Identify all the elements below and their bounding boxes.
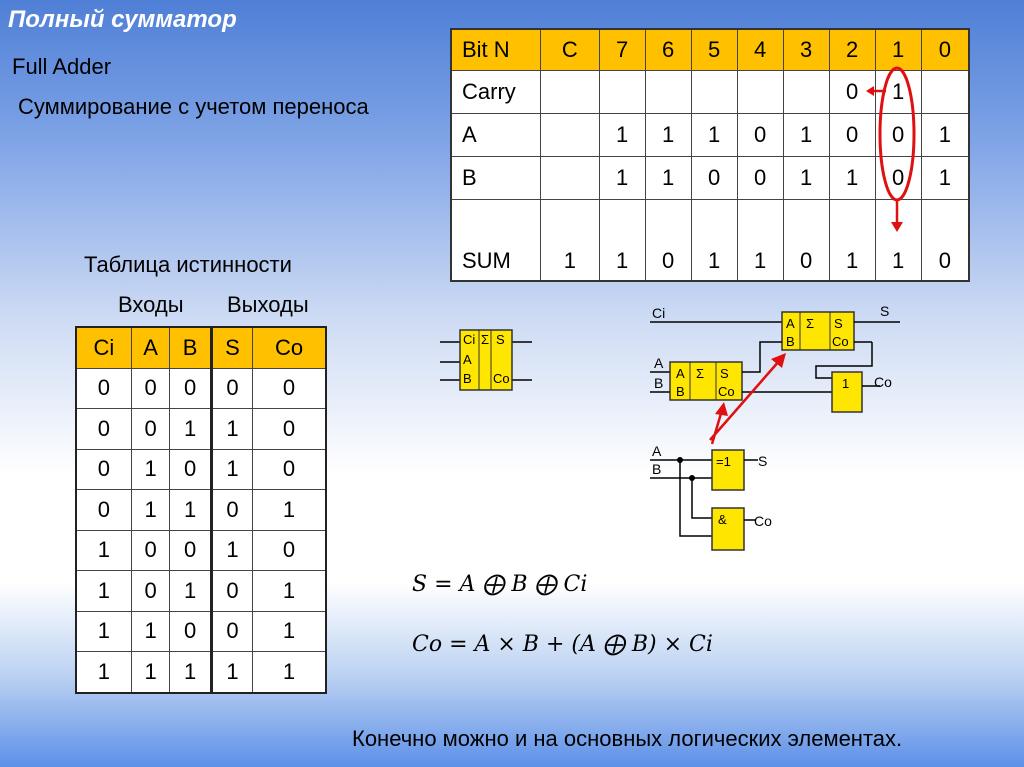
svg-text:Co: Co (832, 334, 849, 349)
bit-table-cell: 0 (783, 200, 829, 282)
bit-table-cell: 0 (645, 200, 691, 282)
truth-table-cell: 0 (211, 368, 252, 409)
page-title: Полный сумматор (8, 6, 237, 33)
svg-text:B: B (786, 334, 795, 349)
symbol-sigma: Σ (481, 332, 490, 347)
circuit-s-output: S (880, 303, 890, 319)
truth-table-cell: 0 (253, 449, 326, 490)
truth-table-cell: 1 (253, 571, 326, 612)
truth-table-row (76, 571, 326, 612)
bit-table-cell: 1 (541, 200, 600, 282)
svg-text:1: 1 (842, 376, 850, 391)
bit-table-cell: 4 (737, 29, 783, 71)
carry-formula: Co = A × B + (A ⨁ B) × Ci (412, 632, 713, 657)
svg-text:S: S (834, 316, 843, 331)
truth-table-cell: 1 (170, 652, 211, 693)
bit-table-cell: 1 (875, 200, 921, 282)
inputs-label: Входы (118, 292, 184, 317)
bit-table-row-label: Carry (451, 71, 541, 114)
truth-table-cell: 1 (131, 652, 170, 693)
carry-left-arrowhead (866, 86, 874, 96)
bit-table-cell: 0 (921, 29, 969, 71)
truth-table-cell: 1 (211, 449, 252, 490)
symbol-s-pin: S (496, 332, 505, 347)
symbol-b-pin: B (463, 371, 472, 386)
bit-table-cell: 1 (645, 157, 691, 200)
bit-table-cell: 1 (921, 114, 969, 157)
half-adder-s-output: S (758, 453, 768, 469)
and-gate (712, 508, 744, 550)
bit-table-cell: 1 (829, 200, 875, 282)
bit-table-cell: 0 (737, 157, 783, 200)
bit-table-cell: 1 (599, 200, 645, 282)
bit-table-row-label: Bit N (451, 29, 541, 71)
truth-table-cell: 1 (211, 530, 252, 571)
sum-formula: S = A ⨁ B ⨁ Ci (412, 572, 588, 597)
bit-table-cell: 0 (829, 114, 875, 157)
truth-table-cell: Ci (76, 327, 131, 368)
truth-table-cell: 0 (76, 368, 131, 409)
bit1-column-highlight (880, 68, 914, 200)
truth-table-cell: 0 (76, 490, 131, 531)
bit-table-cell: 1 (599, 114, 645, 157)
symbol-co-pin: Co (493, 371, 510, 386)
bit-table-cell: 1 (829, 157, 875, 200)
subtitle-russian: Суммирование с учетом переноса (18, 94, 369, 119)
svg-text:A: A (654, 355, 664, 371)
outputs-label: Выходы (227, 292, 309, 317)
bit-table-cell: C (541, 29, 600, 71)
truth-table-cell: 0 (170, 611, 211, 652)
bit-table-cell: 6 (645, 29, 691, 71)
truth-table-cell: 1 (253, 652, 326, 693)
bit-table-cell: 5 (691, 29, 737, 71)
truth-table-cell: 1 (211, 409, 252, 450)
svg-text:B: B (676, 384, 685, 399)
truth-table-row (76, 611, 326, 652)
bit-table-cell: 1 (691, 200, 737, 282)
truth-table-cell: 1 (76, 652, 131, 693)
sum-down-arrowhead (891, 222, 903, 232)
truth-table-cell: 0 (211, 571, 252, 612)
symbol-ci-pin: Ci (463, 332, 476, 347)
truth-table-cell: 0 (76, 449, 131, 490)
truth-table-cell: 1 (253, 490, 326, 531)
svg-text:Co: Co (718, 384, 735, 399)
bit-table-cell: 0 (921, 200, 969, 282)
bit-table-cell: 1 (875, 29, 921, 71)
full-adder-circuit (640, 296, 1024, 566)
bit-table-cell: 0 (829, 71, 875, 114)
bit-table-cell: 1 (691, 114, 737, 157)
bit-table-row-label: SUM (451, 200, 541, 282)
truth-table-caption: Таблица истинности (84, 252, 292, 277)
truth-table-cell: 0 (211, 490, 252, 531)
truth-table-cell: 1 (76, 571, 131, 612)
truth-table-cell: A (131, 327, 170, 368)
bit-table-cell: 1 (783, 114, 829, 157)
svg-text:A: A (652, 443, 662, 459)
truth-table-row (76, 530, 326, 571)
svg-text:=1: =1 (716, 454, 731, 469)
bit-table-cell: 0 (691, 157, 737, 200)
bit-table-cell: 1 (737, 200, 783, 282)
bit-table-cell: 1 (921, 157, 969, 200)
truth-table-row (76, 490, 326, 531)
bit-table-cell: 1 (645, 114, 691, 157)
subtitle-english: Full Adder (12, 54, 112, 79)
svg-text:A: A (786, 316, 795, 331)
truth-table-cell: 1 (170, 571, 211, 612)
bit-table-cell: 1 (875, 71, 921, 114)
svg-text:B: B (652, 461, 662, 477)
truth-table-row (76, 652, 326, 693)
truth-table-cell: 1 (76, 611, 131, 652)
truth-table-row (76, 409, 326, 450)
svg-text:Σ: Σ (696, 366, 705, 381)
truth-table-cell: 0 (170, 530, 211, 571)
truth-table-cell: 0 (253, 409, 326, 450)
truth-table-cell: 1 (131, 490, 170, 531)
truth-table-cell: 0 (253, 530, 326, 571)
truth-table-cell: 0 (170, 449, 211, 490)
symbol-a-pin: A (463, 352, 472, 367)
svg-text:B: B (654, 375, 664, 391)
bit-table-cell: 2 (829, 29, 875, 71)
truth-table-cell: 1 (76, 530, 131, 571)
truth-table-cell: B (170, 327, 211, 368)
bit-table-cell: 1 (783, 157, 829, 200)
bit-table-cell: 0 (875, 157, 921, 200)
footer-note: Конечно можно и на основных логических элементах. (352, 726, 903, 751)
truth-table-cell: 1 (131, 449, 170, 490)
truth-table-row (76, 449, 326, 490)
svg-text:A: A (676, 366, 685, 381)
bit-table-row-label: A (451, 114, 541, 157)
truth-table-cell: 1 (253, 611, 326, 652)
bit-table-row-label: B (451, 157, 541, 200)
full-adder-symbol (436, 326, 536, 392)
truth-table-cell: 0 (170, 368, 211, 409)
truth-table-cell: 1 (211, 652, 252, 693)
truth-table-cell: 0 (211, 611, 252, 652)
bit-table-cell: 1 (599, 157, 645, 200)
truth-table-cell: 0 (131, 368, 170, 409)
bit-table-cell: 0 (875, 114, 921, 157)
svg-text:S: S (720, 366, 729, 381)
truth-table-cell: 0 (76, 409, 131, 450)
truth-table-cell: 0 (131, 571, 170, 612)
half-adder-co-output: Co (754, 513, 772, 529)
bit-table-cell: 0 (737, 114, 783, 157)
bit-table-cell: 7 (599, 29, 645, 71)
truth-table-cell: S (211, 327, 252, 368)
svg-text:&: & (718, 512, 727, 527)
truth-table-row (76, 368, 326, 409)
svg-text:Σ: Σ (806, 316, 815, 331)
truth-table-cell: Co (253, 327, 326, 368)
truth-table-cell: 1 (170, 490, 211, 531)
circuit-ci-label: Ci (652, 305, 666, 321)
bit-table-cell: 3 (783, 29, 829, 71)
circuit-co-output: Co (874, 374, 892, 390)
truth-table-cell: 0 (131, 409, 170, 450)
truth-table-header (76, 327, 326, 368)
truth-table-cell: 1 (170, 409, 211, 450)
truth-table-cell: 1 (131, 611, 170, 652)
truth-table (75, 326, 327, 694)
truth-table-cell: 0 (131, 530, 170, 571)
truth-table-cell: 0 (253, 368, 326, 409)
